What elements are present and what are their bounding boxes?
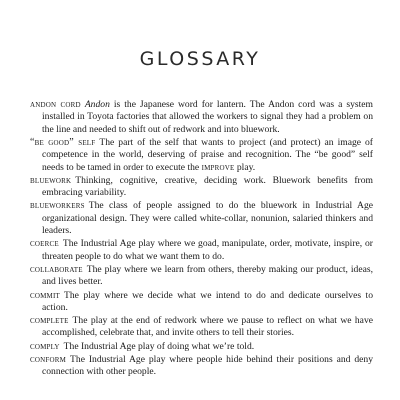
glossary-entry-blueworkers <box>30 200 373 237</box>
glossary-definition: is the Japanese word for lantern. The Andon cord was a system installed in Toyota factories that allowed the workers to signal they had a problem on the line and needed to shift out of redwork and into bluework. <box>42 99 373 135</box>
glossary-definition: The Industrial Age play of doing what we’re told. <box>63 340 255 352</box>
glossary-term: comply <box>30 340 60 352</box>
glossary-entry-commit <box>30 290 373 315</box>
glossary-definition: The play where we decide what we intend to do and dedicate ourselves to action. <box>42 289 373 313</box>
glossary-entry-complete <box>30 315 373 340</box>
glossary-term-italic: Andon <box>84 99 110 110</box>
glossary-term: commit <box>30 289 60 301</box>
glossary-entry-andon-cord <box>30 99 373 136</box>
glossary-entry-bluework <box>30 175 373 200</box>
glossary-entry-be-good-self <box>30 137 373 174</box>
glossary-definition: The class of people assigned to do the bluework in Industrial Age organizational design. They were called white-collar, nonunion, salaried thinkers and leaders. <box>42 200 373 237</box>
glossary-definition: The Industrial Age play where people hide behind their positions and deny connection with other people. <box>42 353 373 378</box>
glossary-term: “be good” self <box>30 136 96 148</box>
glossary-entry-comply <box>30 341 373 353</box>
glossary-entry-collaborate <box>30 264 373 289</box>
glossary-term: andon cord <box>30 99 81 110</box>
glossary-term: conform <box>30 353 67 365</box>
glossary-entry-conform <box>30 354 373 379</box>
glossary-play-reference: improve <box>201 161 235 173</box>
glossary-definition-end: play. <box>234 161 256 173</box>
glossary-entry-coerce <box>30 238 373 263</box>
page-title: GLOSSARY <box>139 48 261 70</box>
glossary-term: coerce <box>30 238 59 250</box>
glossary-definition: The play at the end of redwork where we pause to reflect on what we have accomplished, celebrate that, and invite others to tell their stories. <box>42 315 373 339</box>
glossary-definition: The part of the self that wants to project (and protect) an image of competence in the world, deserving of praise and recognition. The “be good” self needs to be tamed in order to execute the <box>42 136 373 173</box>
glossary-term: blueworkers <box>30 200 85 212</box>
glossary-definition: The Industrial Age play where we goad, manipulate, order, motivate, inspire, or threaten people to do what we want them to do. <box>42 238 373 262</box>
glossary-term: bluework <box>30 174 72 186</box>
glossary-term: collaborate <box>30 263 83 275</box>
glossary-term: complete <box>30 315 69 327</box>
glossary-list <box>30 99 373 379</box>
glossary-definition: Thinking, cognitive, creative, deciding work. Bluework benefits from embracing variability. <box>42 174 373 199</box>
glossary-definition: The play where we learn from others, thereby making our product, ideas, and lives better. <box>42 263 373 288</box>
